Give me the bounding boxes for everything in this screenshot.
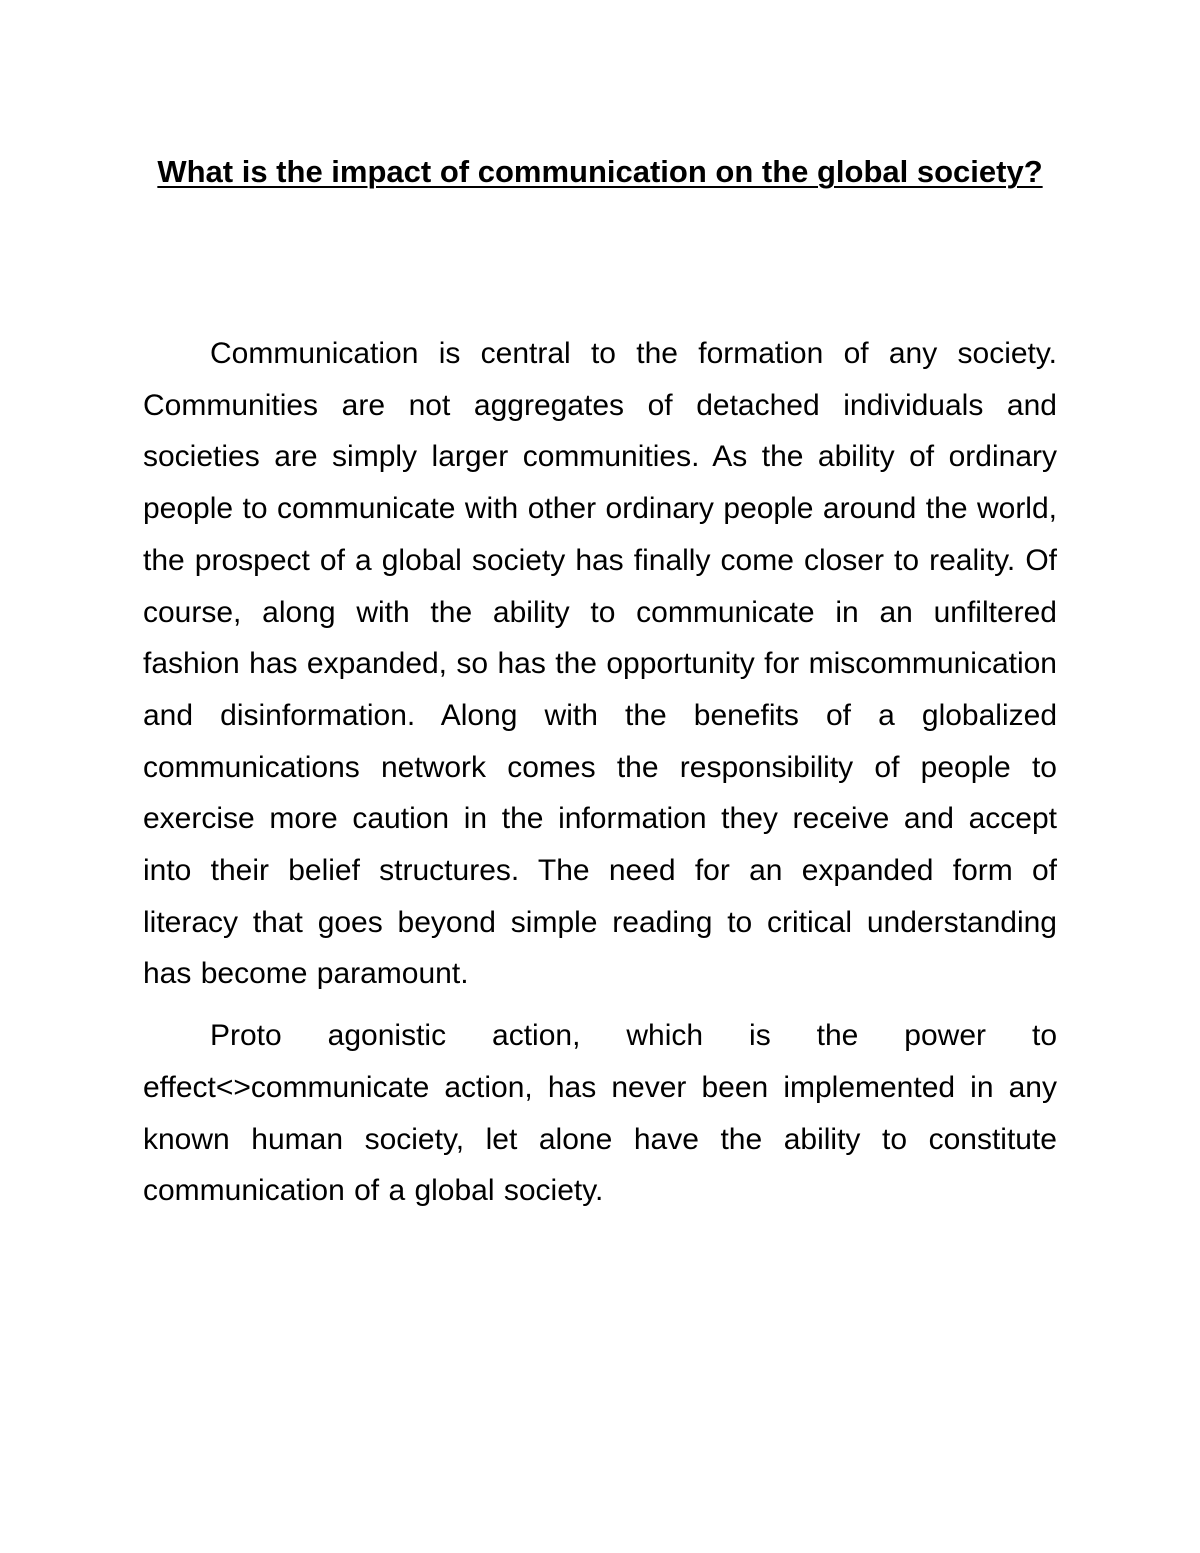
paragraph-2: Proto agonistic action, which is the power to effect<>communicate action, has never been implemented in any known human society, let alone have the ability to constitute communication of a global society.: [143, 1019, 1057, 1208]
paragraph-1: Communication is central to the formation of any society. Communities are not aggregates of detached individuals and societies are simply larger communities. As the ability of ordinary people to communicate with other ordinary people around the world, the prospect of a global society has finally come closer to reality. Of course, along with the ability to communicate in an unfiltered fashion has expanded, so has the opportunity for miscommunication and disinformation. Along with the benefits of a globalized communications network comes the responsibility of people to exercise more caution in the information they receive and accept into their belief structures. The need for an expanded form of literacy that goes beyond simple reading to critical understanding has become paramount.: [143, 337, 1057, 991]
document-body: [143, 328, 1057, 1217]
document-title: What is the impact of communication on the global society?: [157, 154, 1043, 189]
